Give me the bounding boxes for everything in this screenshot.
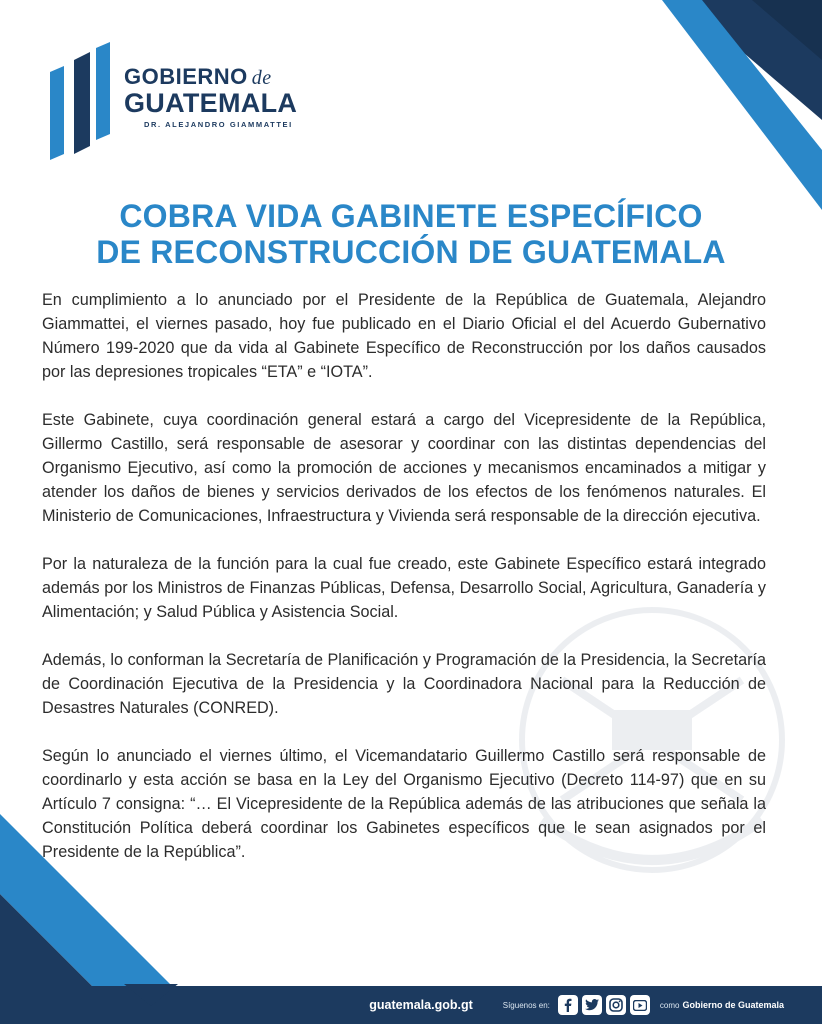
paragraph: En cumplimiento a lo anunciado por el Presidente de la República de Guatemala, Alejandro Giammattei, el viernes pasado, hoy fue publicado en el Diario Oficial el del Acuerdo Gubernativo Número 199-2020 que da vida al Gabinete Específico de Reconstrucción por los daños causados por las depresiones tropicales “ETA” e “IOTA”. [42,291,766,381]
social-handle: Gobierno de Guatemala [682,1000,784,1010]
website-link[interactable]: guatemala.gob.gt [369,998,473,1012]
handle-prefix: como [659,1000,680,1010]
paragraph: Por la naturaleza de la función para la cual fue creado, este Gabinete Específico estará integrado además por los Ministros de Finanzas Públicas, Defensa, Desarrollo Social, Agricultura, Ganadería y Alimentación; y Salud Pública y Asistencia Social. [42,555,766,621]
logo-bars-icon [46,42,116,162]
page-title [0,198,822,270]
title-line-2: DE RECONSTRUCCIÓN DE GUATEMALA [96,234,726,270]
twitter-icon[interactable] [582,995,602,1015]
paragraph: Según lo anunciado el viernes último, el Vicemandatario Guillermo Castillo será responsable de coordinarlo y esta acción se basa en la Ley del Organismo Ejecutivo (Decreto 114-97) que en su Artículo 7 consigna: “… El Vicepresidente de la República además de las atribuciones que señala la Constitución Política deberá coordinar los Gabinetes específicos que le sean asignados por el Presidente de la República”. [42,747,766,861]
logo-line-guatemala: GUATEMALA [124,88,298,118]
follow-label: Síguenos en: [502,1000,550,1010]
facebook-icon[interactable] [558,995,578,1015]
logo-line-gobierno: GOBIERNO de [124,64,272,89]
corner-decoration-top-right [642,0,822,210]
youtube-icon[interactable] [630,995,650,1015]
gobierno-guatemala-logo [46,42,316,162]
paragraph: Este Gabinete, cuya coordinación general estará a cargo del Vicepresidente de la República, Gillermo Castillo, será responsable de asesorar y coordinar con las distintas dependencias del Organismo Ejecutivo, así como la promoción de acciones y mecanismos encaminados a mitigar y atender los daños de bienes y servicios derivados de los efectos de los fenómenos naturales. El Ministerio de Comunicaciones, Infraestructura y Vivienda será responsable de la dirección ejecutiva. [42,411,766,525]
logo-line-president: DR. ALEJANDRO GIAMMATTEI [144,120,293,129]
title-line-1: COBRA VIDA GABINETE ESPECÍFICO [119,198,703,234]
social-icons [558,995,650,1015]
footer-notch [124,984,178,1006]
instagram-icon[interactable] [606,995,626,1015]
article-body [42,288,766,864]
paragraph: Además, lo conforman la Secretaría de Planificación y Programación de la Presidencia, la Secretaría de Coordinación Ejecutiva de la Presidencia y la Coordinadora Nacional para la Reducción de Desastres Naturales (CONRED). [42,651,766,717]
